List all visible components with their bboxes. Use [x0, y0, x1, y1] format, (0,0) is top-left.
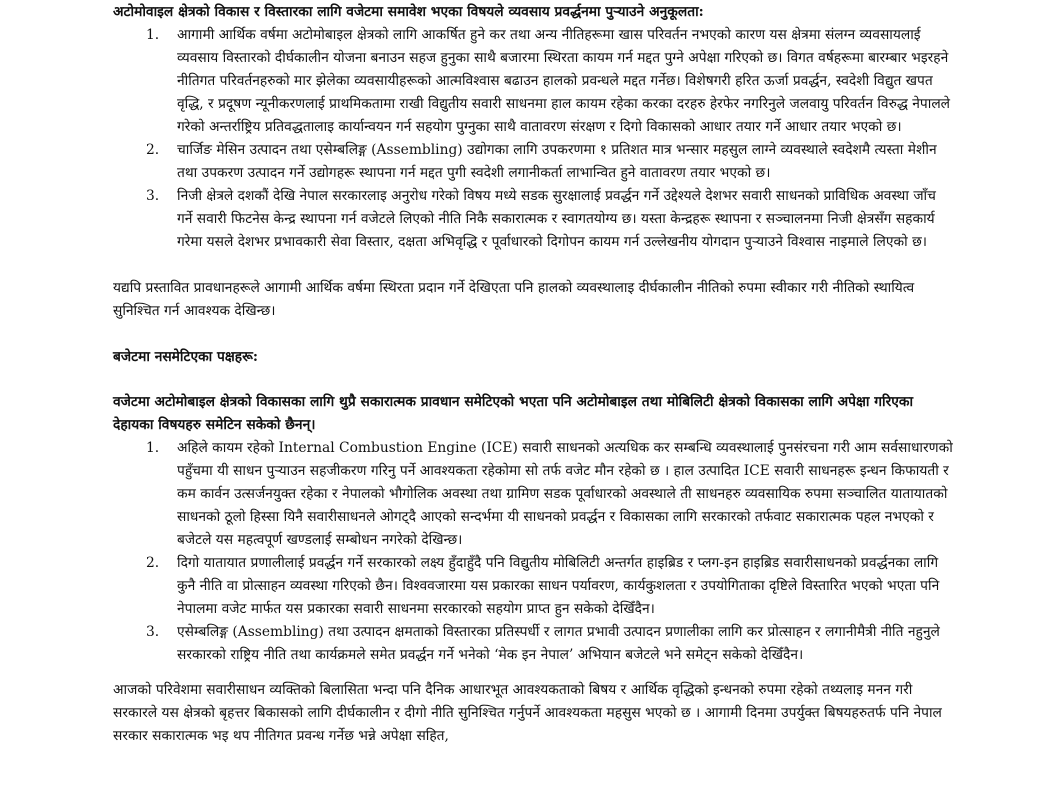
- list-item-number: 3.: [146, 188, 160, 204]
- list-item-number: 2.: [146, 142, 160, 158]
- list-item-text: अहिले कायम रहेको Internal Combustion Engine (ICE) सवारी साधनको अत्यधिक कर सम्बन्धि व्यवस्थालाई पुनसंरचना गरी आम सर्वसाधारणको पहुँचमा यी साधन पुऱ्याउन सहजीकरण गरिनु पर्ने आवश्यकता रहेकोमा सो तर्फ वजेट मौन रहेको छ । हाल उत्पादित ICE सवारी साधनहरू इन्धन किफायती र कम कार्वन उत्सर्जनयुक्त रहेका र नेपालको भौगोलिक अवस्था तथा ग्रामिण सडक पूर्वाधारको अवस्थाले ती साधनहरु व्यवसायिक रुपमा सञ्चालित यातायातको साधनको ठूलो हिस्सा यिनै सवारीसाधनले ओगट्दै आएको सन्दर्भमा यी साधनको प्रवर्द्धन र विकासका लागि सरकारको तर्फवाट सकारात्मक पहल नभएको र बजेटले यस महत्वपूर्ण खण्डलाई सम्बोधन नगरेको देखिन्छ।: [177, 440, 953, 548]
- closing-paragraph: आजको परिवेशमा सवारीसाधन व्यक्तिको बिलासिता भन्दा पनि दैनिक आधारभूत आवश्यकताको बिषय र आर्थिक वृद्धिको इन्धनको रुपमा रहेको तथ्यलाइ मनन गरी सरकारले यस क्षेत्रको बृहत्तर बिकासको लागि दीर्घकालीन र दीगो नीति सुनिश्चित गर्नुपर्ने आवश्यकता महसुस भएको छ । आगामी दिनमा उपर्युक्त बिषयहरुतर्फ पनि नेपाल सरकार सकारात्मक भइ थप नीतिगत प्रवन्ध गर्नेछ भन्ने अपेक्षा सहित,: [113, 682, 942, 744]
- spacer: [113, 369, 953, 391]
- missing-aspects-list: [113, 437, 953, 667]
- list-item-text: आगामी आर्थिक वर्षमा अटोमोबाइल क्षेत्रको लागि आकर्षित हुने कर तथा अन्य नीतिहरूमा खास परिवर्तन नभएको कारण यस क्षेत्रमा संलग्न व्यवसायलाई व्यवसाय विस्तारको दीर्घकालीन योजना बनाउन सहज हुनुका साथै बजारमा स्थिरता कायम गर्न मद्दत पुग्ने अपेक्षा गरिएको छ। विगत वर्षहरूमा बारम्बार भइरहने नीतिगत परिवर्तनहरुको मार झेलेका व्यवसायीहरूको आत्मविश्वास बढाउन हालको प्रवन्धले मद्दत गर्नेछ। विशेषगरी हरित ऊर्जा प्रवर्द्धन, स्वदेशी विद्युत खपत वृद्धि, र प्रदूषण न्यूनीकरणलाई प्राथमिकतामा राखी विद्युतीय सवारी साधनमा हाल कायम रहेका करका दरहरु हेरफेर नगरिनुले जलवायु परिवर्तन विरुद्ध नेपालले गरेको अन्तर्राष्ट्रिय प्रतिवद्धतालाइ कार्यान्वयन गर्न सहयोग पुग्नुका साथै वातावरण संरक्षण र दिगो विकासको आधार तयार गर्ने आधार तयार भएको छ।: [177, 27, 951, 135]
- list-item: [113, 437, 953, 552]
- list-item-text: निजी क्षेत्रले दशकौं देखि नेपाल सरकारलाइ अनुरोध गरेको विषय मध्ये सडक सुरक्षालाई प्रवर्द्धन गर्ने उद्देश्यले देशभर सवारी साधनको प्राविधिक अवस्था जाँच गर्ने सवारी फिटनेस केन्द्र स्थापना गर्न वजेटले लिएको नीति निकै सकारात्मक र स्वागतयोग्य छ। यस्ता केन्द्रहरू स्थापना र सञ्चालनमा निजी क्षेत्रसँग सहकार्य गरेमा यसले देशभर प्रभावकारी सेवा विस्तार, दक्षता अभिवृद्धि र पूर्वाधारको दिगोपन कायम गर्न उल्लेखनीय योगदान पुऱ्याउने विश्वास नाइमाले लिएको छ।: [177, 188, 936, 250]
- list-item: [113, 185, 953, 254]
- summary-paragraph: यद्यपि प्रस्तावित प्रावधानहरूले आगामी आर्थिक वर्षमा स्थिरता प्रदान गर्ने देखिएता पनि हालको व्यवस्थालाइ दीर्घकालीन नीतिको रुपमा स्वीकार गरी नीतिको स्थायित्व सुनिश्चित गर्न आवश्यक देखिन्छ।: [113, 280, 915, 319]
- document-page: [113, 0, 953, 748]
- list-item-number: 1.: [146, 440, 160, 456]
- list-item-text: एसेम्बलिङ्ग (Assembling) तथा उत्पादन क्षमताको विस्तारका प्रतिस्पर्धी र लागत प्रभावी उत्पादन प्रणालीका लागि कर प्रोत्साहन र लगानीमैत्री नीति नहुनुले सरकारको राष्ट्रिय नीति तथा कार्यक्रमले समेत प्रवर्द्धन गर्ने भनेको ‘मेक इन नेपाल’ अभियान बजेटले भने समेट्न सकेको देखिँदैन।: [177, 624, 940, 663]
- spacer: [113, 323, 953, 346]
- list-item-text: दिगो यातायात प्रणालीलाई प्रवर्द्धन गर्ने सरकारको लक्ष्य हुँदाहुँदै पनि विद्युतीय मोबिलिटी अन्तर्गत हाइब्रिड र प्लग-इन हाइब्रिड सवारीसाधनको प्रवर्द्धनका लागि कुनै नीति वा प्रोत्साहन व्यवस्था गरिएको छैन। विश्ववजारमा यस प्रकारका साधन पर्यावरण, कार्यकुशलता र उपयोगिताका दृष्टिले विस्तारित भएको भएता पनि नेपालमा वजेट मार्फत यस प्रकारका सवारी साधनमा सरकारको सहयोग प्राप्त हुन सकेको देखिँदैन।: [177, 555, 940, 617]
- list-item-text: चार्जिङ मेसिन उत्पादन तथा एसेम्बलिङ्ग (Assembling) उद्योगका लागि उपकरणमा १ प्रतिशत मात्र भन्सार महसुल लाग्ने व्यवस्थाले स्वदेशमै त्यस्ता मेशीन तथा उपकरण उत्पादन गर्ने उद्योगहरू स्थापना गर्न मद्दत पुगी स्वदेशी लगानीकर्ता लाभान्वित हुने वातावरण तयार भएको छ।: [177, 142, 937, 181]
- positive-aspects-list: [113, 24, 953, 254]
- list-item: [113, 24, 953, 139]
- list-item: [113, 552, 953, 621]
- list-item-number: 2.: [146, 555, 160, 571]
- spacer: [113, 667, 953, 679]
- list-item: [113, 621, 953, 667]
- missing-aspects-heading: बजेटमा नसमेटिएका पक्षहरू:: [113, 349, 258, 365]
- list-item-number: 3.: [146, 624, 160, 640]
- missing-aspects-subheading: वजेटमा अटोमोबाइल क्षेत्रको विकासका लागि थुप्रै सकारात्मक प्रावधान समेटिएको भएता पनि अटोमोबाइल तथा मोबिलिटी क्षेत्रको विकासका लागि अपेक्षा गरिएका देहायका विषयहरु समेटिन सकेको छैनन्।: [113, 394, 914, 433]
- list-item: [113, 139, 953, 185]
- positive-aspects-heading: अटोमोवाइल क्षेत्रको विकास र विस्तारका लागि वजेटमा समावेश भएका विषयले व्यवसाय प्रवर्द्धनमा पुऱ्याउने अनुकूलता:: [113, 4, 704, 20]
- spacer: [113, 254, 953, 277]
- list-item-number: 1.: [146, 27, 160, 43]
